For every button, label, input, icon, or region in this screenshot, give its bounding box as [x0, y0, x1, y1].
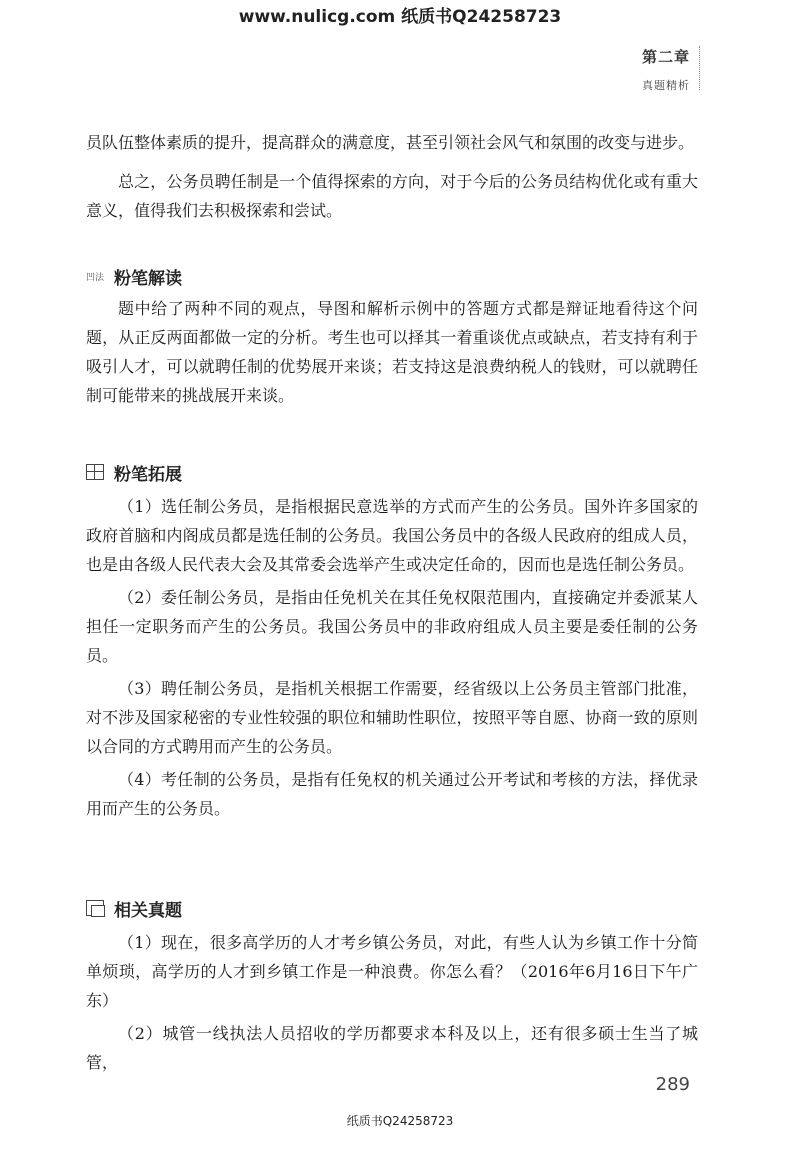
section-tuozhan-heading [86, 458, 698, 486]
intro-paragraph-2: 总之，公务员聘任制是一个值得探索的方向，对于今后的公务员结构优化或有重大意义，值得我们去积极探索和尝试。 [86, 172, 698, 220]
tuozhan-item-2: （2）委任制公务员，是指由任免机关在其任免权限范围内，直接确定并委派某人担任一定职务而产生的公务员。我国公务员中的非政府组成人员主要是委任制的公务员。 [86, 588, 698, 665]
top-watermark: www.nulicg.com 纸质书Q24258723 [238, 7, 562, 27]
section-jiedu-title: 粉笔解读 [114, 268, 183, 289]
section-jiedu-text: 题中给了两种不同的观点，导图和解析示例中的答题方式都是辩证地看待这个问题，从正反两面都做一定的分析。考生也可以择其一着重谈优点或缺点，若支持有利于吸引人才，可以就聘任制的优势展开来谈；若支持这是浪费纳税人的钱财，可以就聘任制可能带来的挑战展开来谈。 [86, 299, 698, 405]
zhenti-item-1: （1）现在，很多高学历的人才考乡镇公务员，对此，有些人认为乡镇工作十分简单烦琐，高学历的人才到乡镇工作是一种浪费。你怎么看？（2016年6月16日下午广东） [86, 933, 698, 1010]
section-tuozhan [86, 458, 698, 823]
section-tuozhan-title: 粉笔拓展 [114, 464, 182, 485]
section-zhenti [86, 894, 698, 1077]
page-number: 289 [655, 1074, 690, 1095]
grid-icon [86, 464, 104, 480]
section-zhenti-heading [86, 894, 698, 922]
tuozhan-item-3: （3）聘任制公务员，是指机关根据工作需要，经省级以上公务员主管部门批准，对不涉及国家秘密的专业性较强的职位和辅助性职位，按照平等自愿、协商一致的原则以合同的方式聘用而产生的公务员。 [86, 679, 698, 756]
intro-block [86, 128, 698, 225]
document-icon [86, 900, 104, 916]
section-zhenti-title: 相关真题 [114, 900, 182, 921]
tuozhan-item-4: （4）考任制的公务员，是指有任免权的机关通过公开考试和考核的方法，择优录用而产生的公务员。 [86, 770, 698, 818]
zhenti-item-2: （2）城管一线执法人员招收的学历都要求本科及以上，还有很多硕士生当了城管， [86, 1024, 698, 1072]
tuozhan-item-1: （1）选任制公务员，是指根据民意选举的方式而产生的公务员。国外许多国家的政府首脑和内阁成员都是选任制的公务员。我国公务员中的各级人民政府的组成人员，也是由各级人民代表大会及其常委会选举产生或决定任命的，因而也是选任制公务员。 [86, 497, 698, 574]
chapter-subtitle: 真题精析 [642, 79, 690, 92]
section-jiedu [86, 262, 698, 410]
jiedu-icon: 凹法 [86, 272, 105, 283]
chapter-title: 第二章 [641, 48, 690, 66]
section-jiedu-heading [86, 262, 698, 290]
intro-paragraph-1: 员队伍整体素质的提升，提高群众的满意度，甚至引领社会风气和氛围的改变与进步。 [86, 133, 695, 152]
chapter-header [642, 46, 690, 93]
chapter-divider [699, 46, 700, 90]
bottom-watermark: 纸质书Q24258723 [346, 1114, 454, 1128]
